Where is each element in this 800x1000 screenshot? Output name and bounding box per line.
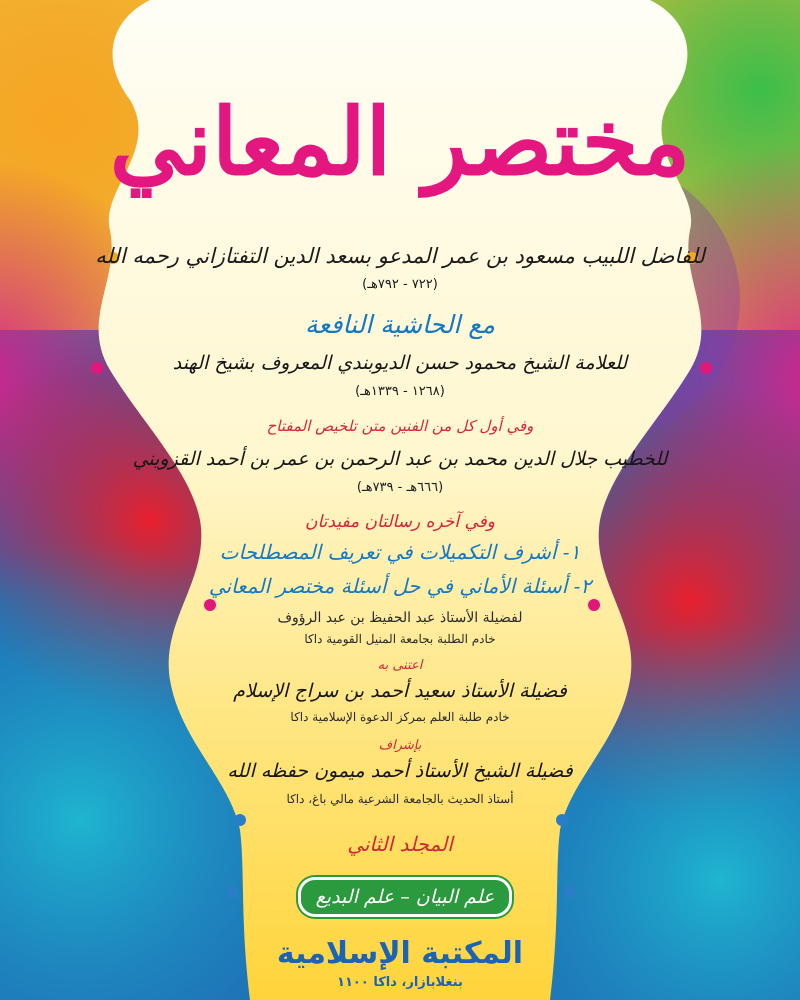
risala-1: ١- أشرف التكميلات في تعريف المصطلحات [219, 540, 581, 564]
risala-2: ٢- أسئلة الأماني في حل أسئلة مختصر المعاني [208, 574, 592, 598]
author-line: للفاضل اللبيب مسعود بن عمر المدعو بسعد الدين التفتازاني رحمه الله [95, 244, 705, 268]
hashiya-author: للعلامة الشيخ محمود حسن الديوبندي المعروف بشيخ الهند [172, 352, 628, 374]
supervisor-heading: بإشراف [378, 738, 422, 753]
supervisor-role: أستاذ الحديث بالجامعة الشرعية مالي باغ، داكا [286, 792, 514, 806]
talkhis-dates: (٦٦٦هـ - ٧٣٩هـ) [356, 480, 444, 495]
volume-label: المجلد الثاني [347, 832, 453, 856]
talkhis-heading: وفي أول كل من الفنين متن تلخيص المفتاح [266, 417, 534, 435]
hashiya-heading: مع الحاشية النافعة [305, 310, 495, 339]
risala-author: لفضيلة الأستاذ عبد الحفيظ بن عبد الرؤوف [277, 610, 523, 626]
book-title: مختصر المعاني [109, 88, 691, 196]
editor-role: خادم طلبة العلم بمركز الدعوة الإسلامية داكا [290, 710, 510, 724]
editor-heading: اعتنى به [377, 658, 423, 673]
author-dates: (٧٢٢ - ٧٩٢هـ) [362, 277, 438, 292]
risalatan-heading: وفي آخره رسالتان مفيدتان [305, 512, 495, 532]
publisher-address: بنغلابازار، داكا ١١٠٠ [337, 975, 463, 990]
hashiya-dates: (١٢٦٨ - ١٣٣٩هـ) [355, 384, 445, 399]
talkhis-author: للخطيب جلال الدين محمد بن عبد الرحمن بن عمر بن أحمد القزويني [132, 448, 668, 470]
volume-subjects-badge: علم البيان – علم البديع [298, 877, 512, 917]
editor-name: فضيلة الأستاذ سعيد أحمد بن سراج الإسلام [233, 680, 567, 702]
publisher-name: المكتبة الإسلامية [276, 936, 524, 971]
supervisor-name: فضيلة الشيخ الأستاذ أحمد ميمون حفظه الله [227, 760, 573, 782]
risala-author-role: خادم الطلبة بجامعة المنيل القومية داكا [304, 632, 496, 646]
